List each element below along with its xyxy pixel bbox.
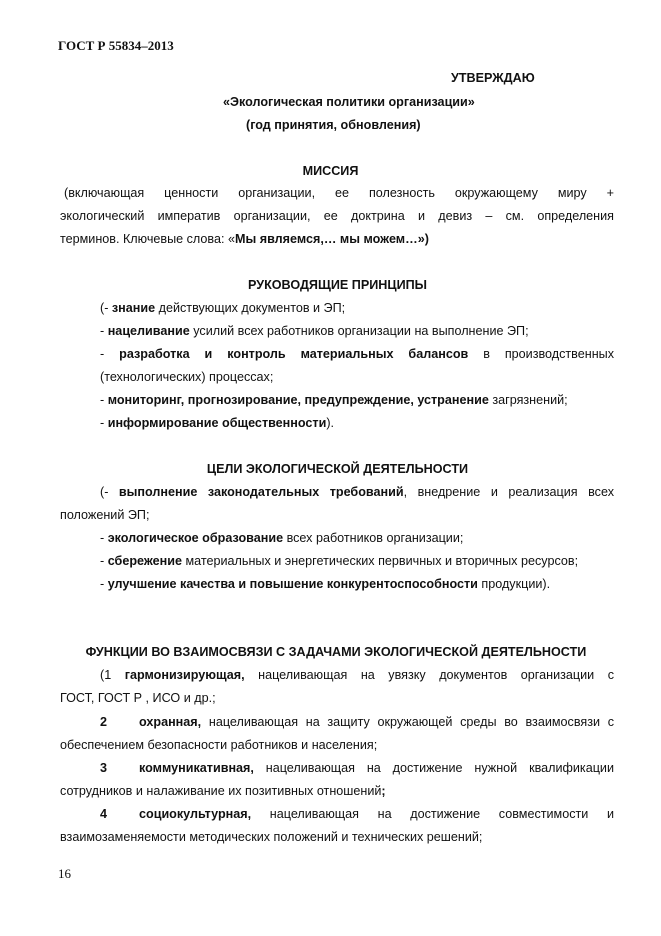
principle-item-2: - нацеливание усилий всех работников организации на выполнение ЭП; [100, 324, 529, 338]
goal-item-1-cont: положений ЭП; [60, 508, 150, 522]
function-item-3-cont: сотрудников и налаживание их позитивных отношений; [60, 784, 386, 798]
function-item-3: коммуникативная, нацеливающая на достижение нужной квалификации [139, 761, 614, 775]
function-item-3-num: 3 [100, 761, 108, 775]
goal-item-3: - сбережение материальных и энергетических первичных и вторичных ресурсов; [100, 554, 579, 568]
policy-title: «Экологическая политики организации» [223, 95, 475, 109]
principle-item-4: - мониторинг, прогнозирование, предупреждение, устранение загрязнений; [100, 393, 568, 407]
function-item-4-num: 4 [100, 807, 108, 821]
functions-heading: ФУНКЦИИ ВО ВЗАИМОСВЯЗИ С ЗАДАЧАМИ ЭКОЛОГИЧЕСКОЙ ДЕЯТЕЛЬНОСТИ [85, 645, 587, 659]
principle-item-3: - разработка и контроль материальных балансов в производственных [100, 347, 614, 361]
policy-subtitle: (год принятия, обновления) [246, 118, 421, 132]
mission-line-3: терминов. Ключевые слова: «Мы являемся,… мы можем…») [60, 232, 429, 246]
principles-heading: РУКОВОДЯЩИЕ ПРИНЦИПЫ [248, 278, 427, 292]
principle-item-3-cont: (технологических) процессах; [100, 370, 274, 384]
function-item-1-cont: ГОСТ, ГОСТ Р , ИСО и др.; [60, 691, 216, 705]
document-code: ГОСТ Р 55834–2013 [58, 38, 174, 53]
mission-heading: МИССИЯ [302, 164, 359, 178]
function-item-1: (1 гармонизирующая, нацеливающая на увязку документов организации с [100, 668, 614, 682]
principle-item-5: - информирование общественности). [100, 416, 335, 430]
function-item-4-cont: взаимозаменяемости методических положений и технических решений; [60, 830, 483, 844]
function-item-2-num: 2 [100, 715, 108, 729]
mission-line-1: (включающая ценности организации, ее полезность окружающему миру + [64, 186, 614, 200]
goal-item-1: (- выполнение законодательных требований, внедрение и реализация всех [100, 485, 614, 499]
function-item-2: охранная, нацеливающая на защиту окружающей среды во взаимосвязи с [139, 715, 614, 729]
mission-line-2: экологический императив организации, ее доктрина и девиз – см. определения [60, 209, 614, 223]
goals-heading: ЦЕЛИ ЭКОЛОГИЧЕСКОЙ ДЕЯТЕЛЬНОСТИ [206, 462, 469, 476]
page-number: 16 [58, 866, 71, 881]
approve-label: УТВЕРЖДАЮ [451, 71, 535, 85]
goal-item-2: - экологическое образование всех работников организации; [100, 531, 464, 545]
mission-keywords: Мы являемся,… мы можем… [234, 232, 418, 246]
function-item-2-cont: обеспечением безопасности работников и населения; [60, 738, 378, 752]
principle-item-1: (- знание действующих документов и ЭП; [100, 301, 346, 315]
goal-item-4: - улучшение качества и повышение конкурентоспособности продукции). [100, 577, 551, 591]
function-item-4: социокультурная, нацеливающая на достижение совместимости и [139, 807, 615, 821]
